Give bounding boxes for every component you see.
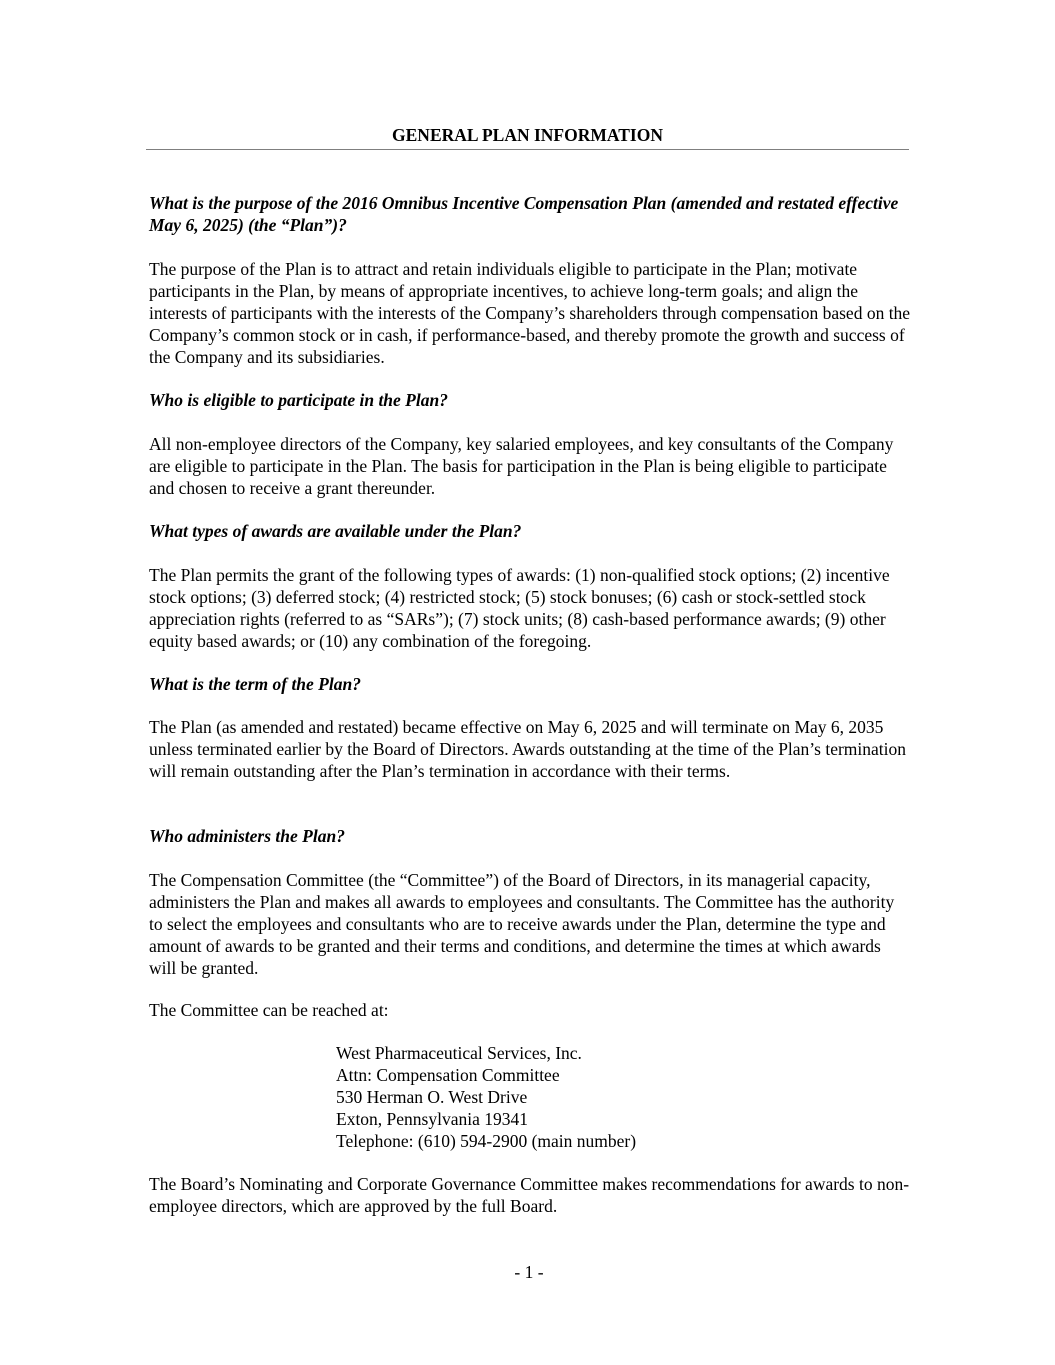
address-line-street: 530 Herman O. West Drive <box>336 1087 528 1107</box>
closing-paragraph: The Board’s Nominating and Corporate Governance Committee makes recommendations for awards to non-employee directors, which are approved by the full Board. <box>149 1174 910 1216</box>
answer-eligibility: All non-employee directors of the Company, key salaried employees, and key consultants of the Company are eligible to participate in the Plan. The basis for participation in the Plan is being eligible to participate and chosen to receive a grant thereunder. <box>149 434 894 498</box>
title-rule <box>146 124 909 150</box>
answer-purpose: The purpose of the Plan is to attract and retain individuals eligible to participate in the Plan; motivate participants in the Plan, by means of appropriate incentives, to achieve long-term goals; and align the interests of participants with the interests of the Company’s shareholders through compensation based on the Company’s common stock or in cash, if performance-based, and thereby promote the growth and success of the Company and its subsidiaries. <box>149 259 911 367</box>
page-title: GENERAL PLAN INFORMATION <box>392 125 663 145</box>
address-line-city: Exton, Pennsylvania 19341 <box>336 1109 528 1129</box>
question-purpose: What is the purpose of the 2016 Omnibus Incentive Compensation Plan (amended and restated effective May 6, 2025) (the “Plan”)? <box>149 193 899 235</box>
reach-intro: The Committee can be reached at: <box>149 1000 389 1020</box>
address-line-company: West Pharmaceutical Services, Inc. <box>336 1043 582 1063</box>
question-administration: Who administers the Plan? <box>149 826 345 846</box>
address-line-telephone: Telephone: (610) 594-2900 (main number) <box>336 1131 637 1151</box>
question-term: What is the term of the Plan? <box>149 674 361 694</box>
answer-award-types: The Plan permits the grant of the following types of awards: (1) non-qualified stock options; (2) incentive stock options; (3) deferred stock; (4) restricted stock; (5) stock bonuses; (6) cash or stock-settled stock appreciation rights (referred to as “SARs”); (7) stock units; (8) cash-based performance awards; (9) other equity based awards; or (10) any combination of the foregoing. <box>149 565 890 651</box>
committee-address <box>336 1042 636 1152</box>
document-page <box>149 0 909 1365</box>
question-eligibility: Who is eligible to participate in the Plan? <box>149 390 448 410</box>
answer-administration: The Compensation Committee (the “Committee”) of the Board of Directors, in its managerial capacity, administers the Plan and makes all awards to employees and consultants. The Committee has the authority to select the employees and consultants who are to receive awards under the Plan, determine the type and amount of awards to be granted and their terms and conditions, and determine the times at which awards will be granted. <box>149 870 895 978</box>
address-line-attn: Attn: Compensation Committee <box>336 1065 560 1085</box>
question-award-types: What types of awards are available under the Plan? <box>149 521 522 541</box>
answer-term: The Plan (as amended and restated) became effective on May 6, 2025 and will terminate on May 6, 2035 unless terminated earlier by the Board of Directors. Awards outstanding at the time of the Plan’s termination will remain outstanding after the Plan’s termination in accordance with their terms. <box>149 717 907 781</box>
page-number: - 1 - <box>514 1262 544 1282</box>
